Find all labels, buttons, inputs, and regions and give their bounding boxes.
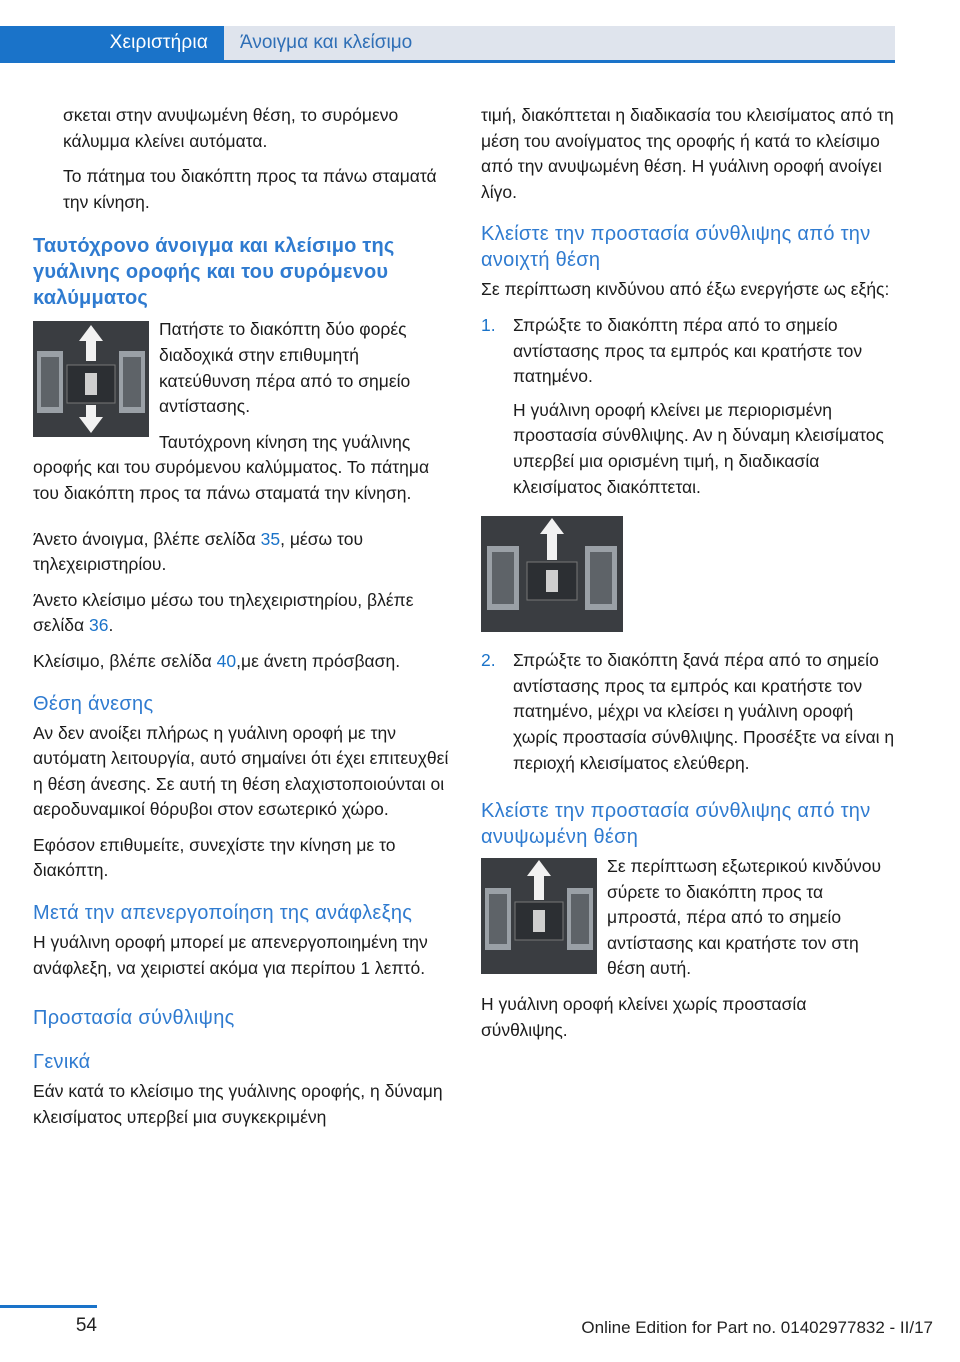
heading-close-from-raised: Κλείστε την προστασία σύνθλιψης από την ανυψωμένη θέση — [481, 800, 871, 849]
chapter-tab[interactable]: Χειριστήρια — [0, 26, 224, 60]
roof-switch-image — [481, 858, 597, 974]
roof-switch-illustration — [481, 516, 623, 632]
header-rule — [0, 60, 895, 63]
roof-switch-image — [33, 321, 149, 437]
paragraph: Αν δεν ανοίξει πλήρως η γυάλινη οροφή με την αυτόματη λειτουργία, αυτό σημαίνει ότι έχει επιτευχθεί η θέση άνεσης. Σε αυτή τη θέση ελαχιστοποιούνται οι αεροδυναμικοί θόρυβοι στον εσωτερικό χώρο. — [33, 722, 449, 820]
paragraph: τιμή, διακόπτεται η διαδικασία του κλεισίματος από τη μέση του ανοίγματος της οροφής ή κατά το κλείσιμο από την ανυψωμένη θέση. Η γυάλινη οροφή ανοίγει λίγο. — [481, 105, 894, 202]
paragraph-comfort-close: Άνετο κλείσιμο μέσω του τηλεχειριστηρίου, βλέπε σελίδα 36. — [33, 589, 414, 636]
section-title[interactable]: Άνοιγμα και κλείσιμο — [240, 32, 413, 53]
footer-rule — [0, 1305, 97, 1308]
paragraph: Σε περίπτωση κινδύνου από έξω ενεργήστε ως εξής: — [481, 279, 890, 300]
step-text: Σπρώξτε το διακόπτη ξανά πέρα από το σημείο αντίστασης προς τα εμπρός και κρατήστε τον πατημένο, μέχρι να κλείσει η γυάλινη οροφή χωρίς προστασία σύνθλιψης. Προσέξτε να είναι η περιοχή κλεισίματος ελεύθερη. — [513, 650, 895, 773]
step-item — [481, 313, 897, 390]
page-link-35[interactable]: 35 — [260, 528, 281, 549]
heading-simultaneous-open-close: Ταυτόχρονο άνοιγμα και κλείσιμο της γυάλινης οροφής και του συρόμενου καλύμματος — [33, 235, 395, 310]
roof-switch-illustration — [481, 858, 597, 974]
step-text: Σπρώξτε το διακόπτη πέρα από το σημείο αντίστασης προς τα εμπρός και κρατήστε τον πατημένο. — [513, 314, 863, 387]
steps-list — [481, 648, 897, 776]
figure-row — [33, 317, 451, 516]
paragraph: σκεται στην ανυψωμένη θέση, το συρόμενο κάλυμμα κλείνει αυτόματα. — [63, 105, 399, 151]
paragraph: Πατήστε το διακόπτη δύο φορές διαδοχικά στην επιθυμητή κατεύθυνση πέρα από το σημείο αντίστασης. — [159, 319, 411, 417]
heading-general: Γενικά — [33, 1051, 91, 1074]
page-number: 54 — [75, 1315, 97, 1336]
step-number: 1. — [481, 314, 496, 335]
page-link-36[interactable]: 36 — [88, 615, 109, 636]
paragraph: Η γυάλινη οροφή κλείνει χωρίς προστασία σύνθλιψης. — [481, 994, 807, 1040]
heading-after-ignition-off: Μετά την απενεργοποίηση της ανάφλεξης — [33, 902, 413, 925]
steps-list — [481, 313, 897, 390]
paragraph: Εάν κατά το κλείσιμο της γυάλινης οροφής, η δύναμη κλεισίματος υπερβεί μια συγκεκριμένη — [33, 1081, 443, 1127]
paragraph: Ταυτόχρονη κίνηση της γυάλινης οροφής και του συρόμενου καλύμματος. Το πάτημα του διακόπτη προς τα πάνω σταματά την κίνηση. — [33, 431, 430, 503]
roof-switch-illustration — [33, 321, 149, 437]
paragraph: Σε περίπτωση εξωτερικού κινδύνου σύρετε το διακόπτη προς τα μπροστά, πέρα από το σημείο αντίστασης και κρατήστε τον στη θέση αυτή. — [607, 856, 882, 979]
paragraph: Εφόσον επιθυμείτε, συνεχίστε την κίνηση με το διακόπτη. — [33, 834, 396, 881]
paragraph-comfort-open: Άνετο άνοιγμα, βλέπε σελίδα 35, μέσω του τηλεχειριστηρίου. — [33, 528, 364, 575]
paragraph-closing: Κλείσιμο, βλέπε σελίδα 40,με άνετη πρόσβαση. — [33, 650, 401, 671]
heading-comfort-position: Θέση άνεσης — [33, 692, 154, 715]
roof-switch-image — [481, 516, 623, 632]
left-column — [33, 103, 451, 1140]
step-number: 2. — [481, 650, 496, 671]
heading-close-from-open: Κλείστε την προστασία σύνθλιψης από την ανοιχτή θέση — [481, 223, 871, 272]
paragraph: Η γυάλινη οροφή μπορεί με απενεργοποιημένη την ανάφλεξη, να χειριστεί ακόμα για περίπου 1 λεπτό. — [33, 932, 428, 978]
edition-info: Online Edition for Part no. 01402977832 - II/17 — [581, 1318, 933, 1337]
step-note: Η γυάλινη οροφή κλείνει με περιορισμένη προστασία σύνθλιψης. Αν η δύναμη κλεισίματος υπερβεί μια ορισμένη τιμή, η διαδικασία κλεισίματος διακόπτεται. — [513, 399, 884, 497]
paragraph: Το πάτημα του διακόπτη προς τα πάνω σταματά την κίνηση. — [63, 166, 437, 212]
heading-pinch-protection: Προστασία σύνθλιψης — [33, 1007, 235, 1030]
step-item — [481, 648, 897, 776]
figure-row — [481, 854, 897, 992]
page-link-40[interactable]: 40 — [216, 650, 237, 671]
right-column — [481, 103, 897, 1053]
